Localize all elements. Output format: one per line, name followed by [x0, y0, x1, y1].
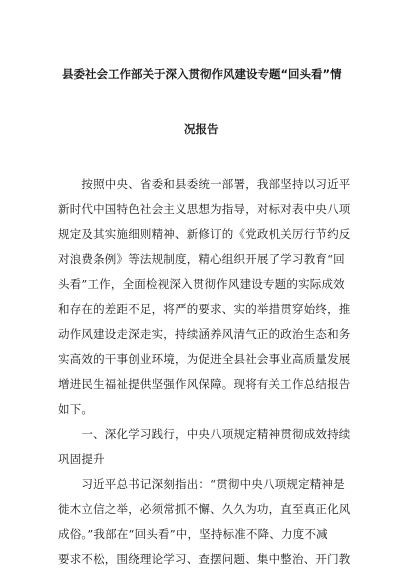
body-line: 要求不松，围绕理论学习、查摆问题、集中整治、开门教	[58, 552, 351, 566]
body-line: 徙木立信之举，必须常抓不懈、久久为功，直至真正化风	[58, 502, 351, 516]
body-line: 和存在的差距不足，将严的要求、实的举措贯穿始终，推	[58, 302, 351, 316]
body-line: 实高效的干事创业环境，为促进全县社会事业高质量发展	[58, 352, 351, 366]
document-title-line-2: 况报告	[184, 122, 219, 136]
body-line: 规定及其实施细则精神、新修订的《党政机关厉行节约反	[58, 227, 351, 241]
section-heading-line: 一、深化学习践行，中央八项规定精神贯彻成效持续	[58, 427, 351, 441]
body-line: 增进民生福祉提供坚强作风保障。现将有关工作总结报告	[58, 377, 351, 391]
section-heading-line: 巩固提升	[58, 452, 105, 466]
body-line: 按照中央、省委和县委统一部署，我部坚持以习近平	[58, 177, 351, 191]
body-line: 成俗。”我部在“回头看”中，坚持标准不降、力度不减	[58, 527, 328, 541]
body-line: 如下。	[58, 402, 94, 416]
body-line: 动作风建设走深走实，持续涵养风清气正的政治生态和务	[58, 327, 351, 341]
body-line: 头看”工作，全面检视深入贯彻作风建设专题的实际成效	[58, 277, 345, 291]
body-line: 对浪费条例》等法规制度，精心组织开展了学习教育“回	[58, 252, 345, 266]
document-title-line-1: 县委社会工作部关于深入贯彻作风建设专题“回头看”情	[62, 67, 342, 81]
body-line: 新时代中国特色社会主义思想为指导，对标对表中央八项	[58, 202, 351, 216]
body-line: 习近平总书记深刻指出：“贯彻中央八项规定精神是	[58, 477, 345, 491]
